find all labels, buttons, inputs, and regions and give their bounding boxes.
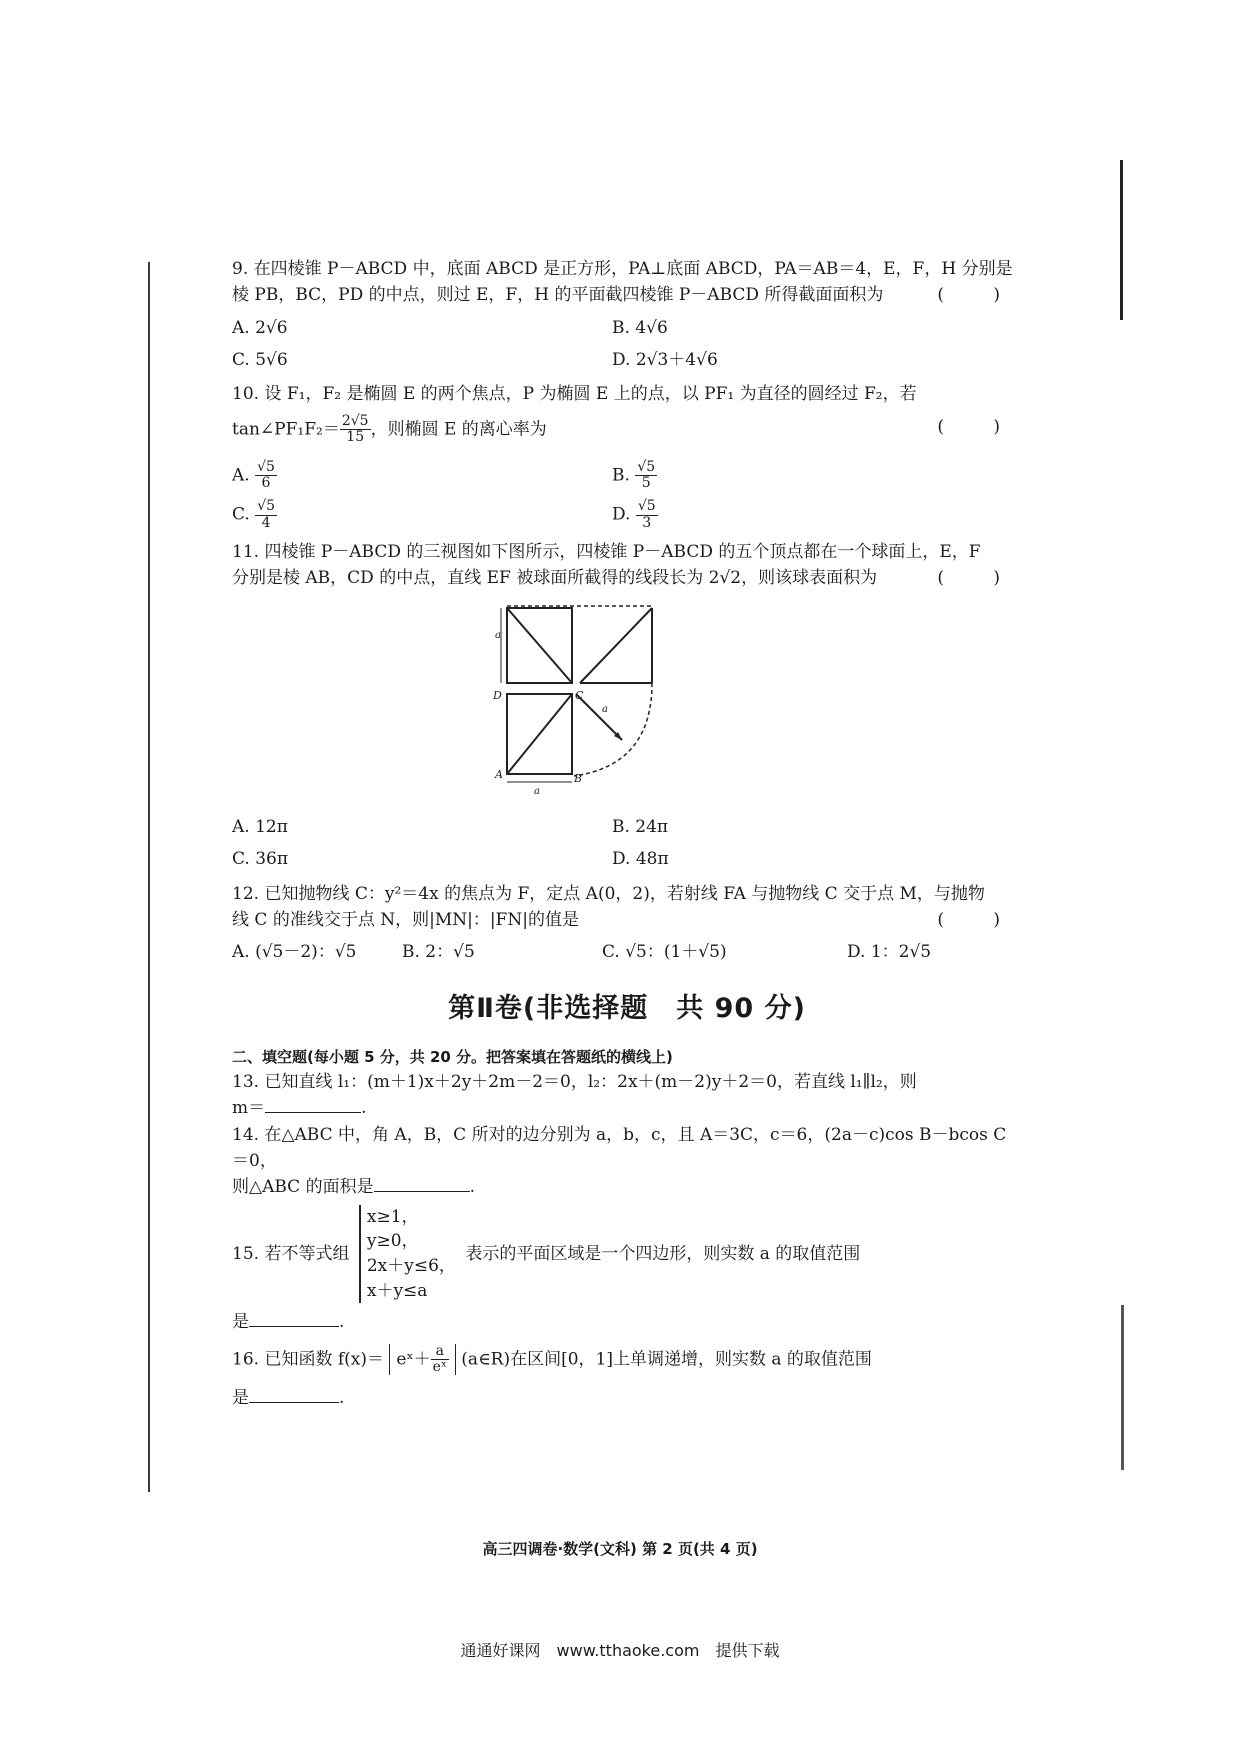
question-11-line2: 分别是棱 AB，CD 的中点，直线 EF 被球面所截得的线段长为 2√2，则该球表面积为	[232, 568, 878, 589]
answer-blank[interactable]	[374, 1191, 470, 1192]
three-view-diagram	[492, 600, 1022, 808]
fraction-denominator: eˣ	[432, 1358, 447, 1375]
top-view-diagonal	[507, 694, 572, 774]
question-15	[232, 1205, 1022, 1336]
fraction-denominator: 15	[346, 429, 365, 446]
fraction-numerator: a	[431, 1344, 449, 1360]
question-13	[232, 1069, 1022, 1122]
question-16-prefix: 16. 已知函数 f(x)＝	[232, 1348, 384, 1369]
question-16-suffix: (a∈R)在区间[0，1]上单调递增，则实数 a 的取值范围	[461, 1348, 872, 1369]
dimension-label-a-right: a	[602, 703, 608, 715]
question-10-options	[232, 460, 1022, 532]
period: .	[469, 1177, 475, 1198]
option-a: A. 2√6	[232, 317, 288, 338]
page-footer: 高三四调卷·数学(文科) 第 2 页(共 4 页)	[482, 1540, 758, 1558]
question-12	[232, 881, 1022, 966]
vertex-label-a: A	[495, 767, 503, 781]
question-9	[232, 256, 1022, 373]
answer-blank[interactable]	[265, 1112, 361, 1113]
question-10	[232, 381, 1022, 531]
option-d: D. 48π	[612, 849, 669, 870]
dimension-label-a-bottom: a	[534, 785, 540, 797]
option-b: B. $\frac{√5}{5}$	[612, 458, 656, 491]
dimension-label-a-top: a	[495, 629, 501, 641]
option-c: C. 36π	[232, 849, 289, 870]
section-2-title: 第Ⅱ卷(非选择题 共 90 分)	[448, 992, 806, 1024]
inequality-1: x≥1，	[366, 1206, 419, 1227]
option-a: A. 12π	[232, 817, 288, 838]
question-11	[232, 539, 1022, 873]
front-view-diagonal	[507, 608, 572, 683]
question-15-suffix: 表示的平面区域是一个四边形，则实数 a 的取值范围	[465, 1243, 861, 1264]
vertex-label-d: D	[493, 688, 502, 702]
option-b: B. 2：√5	[402, 942, 475, 963]
question-10-fraction	[340, 414, 371, 446]
three-view-svg	[492, 600, 682, 800]
question-9-options	[232, 315, 1022, 374]
option-d: D. 2√3＋4√6	[612, 350, 718, 371]
question-12-options	[232, 939, 1022, 965]
inequality-2: y≥0，	[366, 1231, 419, 1252]
option-a: A. (√5－2)：√5	[232, 942, 357, 963]
period: .	[339, 1312, 345, 1333]
option-b: B. 4√6	[612, 317, 668, 338]
absolute-value-expression	[389, 1344, 455, 1376]
answer-paren: ( )	[937, 416, 1022, 437]
scan-border-right-bottom	[1121, 1305, 1124, 1470]
answer-paren: ( )	[937, 910, 1022, 931]
side-view-diagonal	[580, 608, 652, 683]
question-9-line1: 9. 在四棱锥 P－ABCD 中，底面 ABCD 是正方形，PA⊥底面 ABCD，PA＝AB＝4，E，F，H 分别是	[232, 259, 1013, 279]
inequality-4: x＋y≤a	[366, 1280, 428, 1301]
fill-in-heading: 二、填空题(每小题 5 分，共 20 分。把答案填在答题纸的横线上)	[232, 1047, 673, 1066]
dashed-arc	[574, 683, 652, 776]
question-10-line2-suffix: ，则椭圆 E 的离心率为	[370, 419, 547, 440]
question-16	[232, 1344, 1022, 1412]
question-11-options	[232, 814, 1022, 873]
option-c: C. $\frac{√5}{4}$	[232, 498, 276, 531]
question-12-line1: 12. 已知抛物线 C：y²＝4x 的焦点为 F，定点 A(0，2)，若射线 FA 与抛物线 C 交于点 M，与抛物	[232, 883, 985, 904]
answer-paren: ( )	[937, 285, 1022, 306]
answer-blank[interactable]	[249, 1326, 339, 1327]
question-12-line2: 线 C 的准线交于点 N，则|MN|：|FN|的值是	[232, 910, 579, 931]
inequality-system	[359, 1205, 456, 1304]
question-13-m-prefix: m＝	[232, 1098, 266, 1119]
question-15-line2-prefix: 是	[232, 1312, 249, 1333]
question-10-tan-prefix: tan∠PF₁F₂＝	[232, 419, 340, 440]
option-d: D. 1：2√5	[847, 942, 932, 963]
question-14-line2-prefix: 则△ABC 的面积是	[232, 1177, 374, 1198]
option-b: B. 24π	[612, 817, 669, 838]
question-14-line1: 14. 在△ABC 中，角 A，B，C 所对的边分别为 a，b，c，且 A＝3C，c＝6，(2a－c)cos B－bcos C＝0，	[232, 1124, 1007, 1171]
option-c: C. 5√6	[232, 350, 288, 371]
question-9-line2: 棱 PB，BC，PD 的中点，则过 E，F，H 的平面截四棱锥 P－ABCD 所得截面面积为	[232, 285, 884, 306]
inequality-3: 2x＋y≤6，	[366, 1255, 456, 1276]
period: .	[361, 1098, 367, 1119]
question-10-line1: 10. 设 F₁，F₂ 是椭圆 E 的两个焦点，P 为椭圆 E 上的点，以 PF₁ 为直径的圆经过 F₂，若	[232, 384, 917, 405]
vertex-label-b: B	[574, 771, 583, 785]
download-credit: 通通好课网 www.tthaoke.com 提供下载	[460, 1641, 780, 1660]
question-16-line2-prefix: 是	[232, 1388, 249, 1409]
question-14	[232, 1122, 1022, 1201]
fraction-numerator: 2√5	[341, 412, 369, 429]
scan-border-left	[148, 262, 150, 1492]
period: .	[339, 1388, 345, 1409]
vertex-label-c: C	[575, 688, 584, 702]
option-a: A. $\frac{√5}{6}$	[232, 458, 275, 491]
answer-paren: ( )	[937, 568, 1022, 589]
option-d: D. $\frac{√5}{3}$	[612, 498, 656, 531]
answer-blank[interactable]	[249, 1402, 339, 1403]
question-15-prefix: 15. 若不等式组	[232, 1243, 350, 1264]
option-c: C. √5：(1＋√5)	[602, 942, 727, 963]
scan-border-right-top	[1120, 160, 1123, 320]
abs-left-term: eˣ＋	[396, 1348, 431, 1369]
exam-page-body	[232, 256, 1022, 1412]
question-13-line1: 13. 已知直线 l₁：(m＋1)x＋2y＋2m－2＝0，l₂：2x＋(m－2)y＋2＝0，若直线 l₁∥l₂，则	[232, 1071, 917, 1092]
question-11-line1: 11. 四棱锥 P－ABCD 的三视图如下图所示，四棱锥 P－ABCD 的五个顶点都在一个球面上，E，F	[232, 542, 981, 563]
